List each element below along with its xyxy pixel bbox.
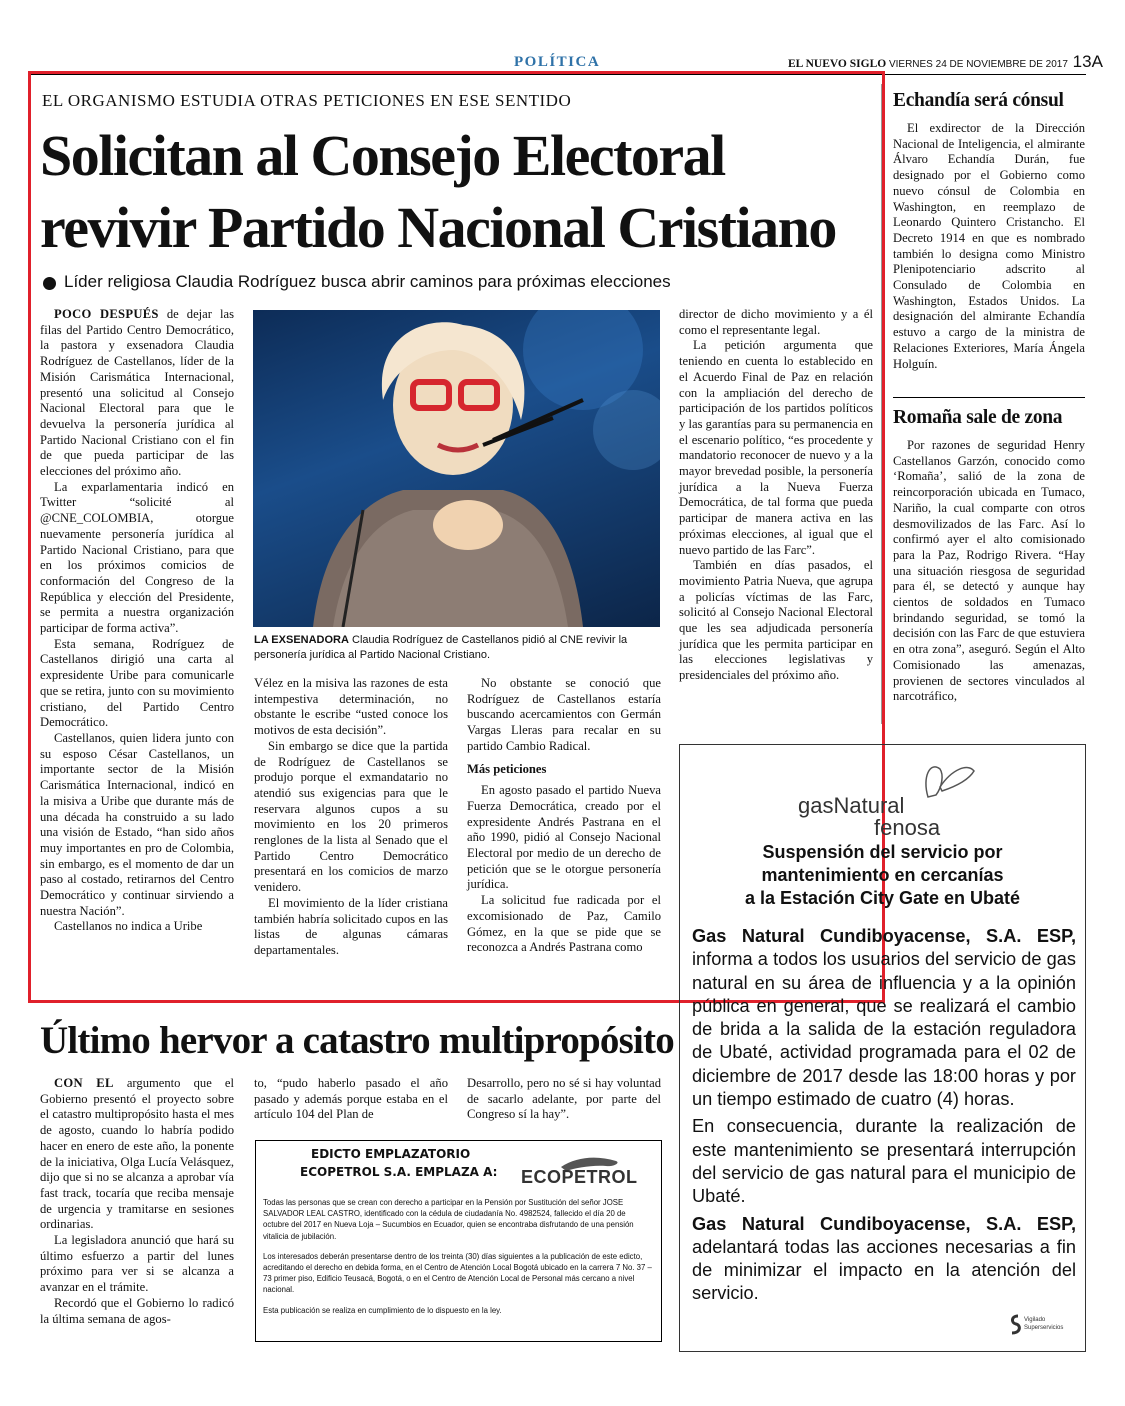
- headline-line-2: revivir Partido Nacional Cristiano: [40, 195, 836, 260]
- ad-company-2: Gas Natural Cundiboyacense, S.A. ESP,: [692, 1213, 1076, 1234]
- ad-body: [692, 925, 1076, 1306]
- kicker: EL ORGANISMO ESTUDIA OTRAS PETICIONES EN ESE SENTIDO: [42, 91, 572, 110]
- main-col3-p3: La solicitud fue radicada por el excomisionado de Paz, Camilo Gómez, en la que se pide que se reconozca a Andrés Pastrana como: [467, 893, 661, 955]
- ad-p3: adelantará todas las acciones necesarias a fin de minimizar el impacto en la atención del servicio.: [692, 1236, 1076, 1304]
- caption-text: Claudia Rodríguez de Castellanos pidió al CNE revivir la personería jurídica al Partido Nacional Cristiano.: [254, 634, 628, 661]
- edicto-p2: Los interesados deberán presentarse dentro de los treinta (30) días siguientes a la publicación de este edicto, acreditando el derecho en debida forma, en el Centro de Atención Local Bogotá ubicado en la carrera 7 No. 37 – 73 primer piso, Edificio Teusacá, Bogotá, o en el Centro de Atención Local de Personal más cercano a nivel nacional.: [263, 1251, 652, 1295]
- headline-line-1: Solicitan al Consejo Electoral: [40, 123, 725, 188]
- catastro-col1-p2: La legisladora anunció que hará su último esfuerzo a partir del lunes próximo para ver si se alcanza a avanzar en el trámite.: [40, 1233, 234, 1295]
- butterfly-icon: [918, 757, 978, 799]
- brief2-text: [893, 438, 1085, 705]
- catastro-headline: Último hervor a catastro multipropósito: [40, 1019, 674, 1062]
- edicto-box: [255, 1140, 662, 1342]
- main-col1-p1: de dejar las filas del Partido Centro Democrático, la pastora y exsenadora Claudia Rodríguez de Castellanos, líder de la Misión Carismática Internacional, presentó una solicitud al Consejo Nacional Electoral para que le devuelva la personería jurídica al Partido Nacional Cristiano con el fin de que pueda participar de las elecciones del próximo año.: [40, 307, 234, 479]
- main-col3-p1: No obstante se conoció que Rodríguez de Castellanos estaría buscando acercamientos con Germán Vargas Lleras para recalar en su partido Cambio Radical.: [467, 676, 661, 753]
- ad-title-line-2: mantenimiento en cercanías: [761, 865, 1004, 885]
- masthead-right: [788, 52, 1103, 72]
- brief1-paragraph: El exdirector de la Dirección Nacional de Inteligencia, el almirante Álvaro Echandía Durán, fue designado por el Gobierno como nuevo cónsul de Colombia en Washington, en reemplazo de Leonardo Quintero Cristancho. El Decreto 1914 en que es nombrado también lo designa como Ministro Plenipotenciario adscrito al Consulado de Colombia en Washington, Estados Unidos. La designación del almirante Echandía estuvo a cargo de la ministra de Relaciones Exteriores, María Ángela Holguín.: [893, 121, 1085, 371]
- edicto-title-1: EDICTO EMPLAZATORIO: [311, 1147, 471, 1161]
- caption-lead: LA EXSENADORA: [254, 634, 349, 646]
- deck: Líder religiosa Claudia Rodríguez busca abrir caminos para próximas elecciones: [64, 272, 671, 291]
- main-col3-p2: En agosto pasado el partido Nueva Fuerza Democrática, creado por el expresidente Andrés Pastrana en el año 1990, pidió al Consejo Nacional Electoral por medio de un derecho de petición que se le otorgue personería jurídica.: [467, 783, 661, 892]
- catastro-lead-word: CON EL: [54, 1076, 114, 1090]
- brief1-title: Echandía será cónsul: [893, 90, 1064, 111]
- vigilado-line-2: Superservicios: [1024, 1325, 1064, 1331]
- catastro-col3-p1: Desarrollo, pero no sé si hay voluntad de sacarlo adelante, por parte del Congreso sí la hay”.: [467, 1076, 661, 1122]
- catastro-col1-p3: Recordó que el Gobierno lo radicó la última semana de agos-: [40, 1295, 234, 1326]
- brief-divider: [893, 397, 1085, 398]
- ad-company-1: Gas Natural Cundiboyacense, S.A. ESP,: [692, 926, 1076, 946]
- paper-name: EL NUEVO SIGLO: [788, 58, 887, 70]
- main-col2-p1: Vélez en la misiva las razones de esta intempestiva determinación, no obstante le escribe “usted conoce los motivos de esta decisión”.: [254, 676, 448, 738]
- ad-p2: En consecuencia, durante la realización de este mantenimiento se presentará interrupción del servicio de gas natural para el municipio de Ubaté.: [692, 1116, 1076, 1207]
- brand-gasnatural: gasNatural: [798, 793, 905, 818]
- ad-title-line-3: a la Estación City Gate en Ubaté: [744, 888, 1021, 908]
- ad-title: [680, 841, 1085, 910]
- main-col4-p3: También en días pasados, el movimiento Patria Nueva, que agrupa a policías víctimas de las Farc, solicitó al Consejo Nacional Electoral que les sea adjudicada personería jurídica que les permita participar en las elecciones legislativas y presidenciales del próximo año.: [679, 558, 873, 683]
- ecopetrol-logo: [521, 1153, 651, 1187]
- main-col4-p2: La petición argumenta que teniendo en cuenta lo establecido en el Acuerdo Final de Paz en relación con la ampliación del derecho de participación de los partidos políticos y las garantías para su permanencia en el escenario político, “es procedente y mandatorio reconocer de nuevo y a la mayor brevedad posible, la personería jurídica a la Nueva Fuerza Democrática, de tal forma que pueda participar de manera activa en las próximas elecciones, al igual que el nuevo partido de las Farc”.: [679, 338, 873, 557]
- catastro-col-1: [40, 1076, 234, 1327]
- subhead-mas-peticiones: Más peticiones: [467, 761, 547, 776]
- catastro-col-3: [467, 1076, 661, 1123]
- main-col2-p3: El movimiento de la líder cristiana también habría solicitado cupos en las listas de algunas cámaras departamentales.: [254, 895, 448, 957]
- lead-word: POCO DESPUÉS: [54, 307, 159, 321]
- edicto-p3: Esta publicación se realiza en cumplimiento de lo dispuesto en la ley.: [263, 1305, 502, 1315]
- brief2-paragraph: Por razones de seguridad Henry Castellanos Garzón, conocido como ‘Romaña’, salió de la zona de reincorporación ubicada en Tumaco, Nariño, la cual comparte con otros desmovilizados de las Farc. Así lo confirmó ayer el alto comisionado para la Paz, Rodrigo Rivera. “Hay una situación riesgosa de seguridad para él, se detectó y aunque hay cientos de soldados en Tumaco brindando seguridad, se tomó la decisión con las Farc de que estuviera en otra zona”, aseguró. Según el Alto Comisionado las amenazas, provienen de sectores vinculados al narcotráfico,: [893, 438, 1085, 704]
- vigilado-line-1: Vigilado: [1024, 1317, 1046, 1323]
- catastro-col-2: [254, 1076, 448, 1123]
- brief1-text: [893, 121, 1085, 372]
- main-col2-p2: Sin embargo se dice que la partida de Rodríguez de Castellanos se produjo porque el exmandatario no atendió sus exigencias para que le reservara algunos cupos a su movimiento en los 20 primeros renglones de la lista al Senado que el Partido Centro Democrático presentará en los comicios de marzo venidero.: [254, 738, 448, 895]
- brief2-title: Romaña sale de zona: [893, 407, 1063, 428]
- main-col1-p3: Esta semana, Rodríguez de Castellanos dirigió una carta al expresidente Uribe para comunicarle que se retira, junto con su movimiento cristiano, del Partido Centro Democrático.: [40, 636, 234, 730]
- gas-natural-ad: [679, 744, 1086, 1352]
- catastro-col2-p1: to, “pudo haberlo pasado el año pasado y además porque estaba en el artículo 104 del Plan de: [254, 1076, 448, 1122]
- ad-p1: informa a todos los usuarios del servicio de gas natural en su área de influencia y a la opinión pública en general, que se realizará el cambio de brida a la salida de la estación reguladora de Ubaté, actividad programada para el 02 de diciembre de 2017 desde las 18:00 horas y por un tiempo estimado de cuatro (4) horas.: [692, 949, 1076, 1110]
- ad-logo: [798, 757, 988, 840]
- page-number: 13A: [1072, 52, 1103, 71]
- edicto-p1: Todas las personas que se crean con derecho a participar en la Pensión por Sustitución del señor JOSE SALVADOR LEAL CASTRO, identificado con la cédula de ciudadanía No. 4982524, fallecido el día 20 de octubre del 2017 en Nueva Loja – Sucumbios en Ecuador, quien se encontraba disfrutando de una pensión vitalicia de jubilación.: [263, 1198, 634, 1241]
- catastro-col1-p1: argumento que el Gobierno presentó el proyecto sobre el catastro multipropósito hasta el mes de agosto, cuando lo habría podido hacer en enero de este año, la ponente de la iniciativa, Olga Lucía Velásquez, dijo que si no se alcanza a aprobar vía fast track, tocaría que reciba mensaje de urgencia y tramitarse en sesiones ordinarias.: [40, 1076, 234, 1232]
- main-col4-p1: director de dicho movimiento y a él como el representante legal.: [679, 307, 873, 337]
- ecopetrol-wordmark: ECOPETROL: [521, 1167, 638, 1187]
- ad-title-line-1: Suspensión del servicio por: [762, 842, 1003, 862]
- brand-fenosa: fenosa: [874, 815, 941, 840]
- superservicios-logo: [1008, 1311, 1080, 1341]
- section-label: POLÍTICA: [514, 54, 601, 70]
- main-col1-p4: Castellanos, quien lidera junto con su esposo César Castellanos, un importante sector de la Misión Carismática Internacional, indicó en la misiva a Uribe que durante más de una década ha construido a su lado una visión de Estado, “han sido años muy importantes en pro de Colombia, sin embargo, es el momento de dar un paso al costado, retirarnos del Centro Democrático y continuar sirviendo a nuestra Nación”.: [40, 730, 234, 918]
- main-col1-p2: La exparlamentaria indicó en Twitter “solicité al @CNE_COLOMBIA, otorgue nuevamente personería jurídica al Partido Nacional Cristiano, para que en los próximos comicios de conformación del Congreso de la República y elección del Presidente, se permita a nuestra organización participar de forma activa”.: [40, 479, 234, 636]
- issue-date: VIERNES 24 DE NOVIEMBRE DE 2017: [888, 59, 1068, 70]
- superservicios-icon: [1008, 1313, 1022, 1337]
- main-col1-p5: Castellanos no indica a Uribe: [54, 919, 203, 934]
- edicto-body: [263, 1197, 653, 1316]
- edicto-title-2: ECOPETROL S.A. EMPLAZA A:: [300, 1165, 498, 1179]
